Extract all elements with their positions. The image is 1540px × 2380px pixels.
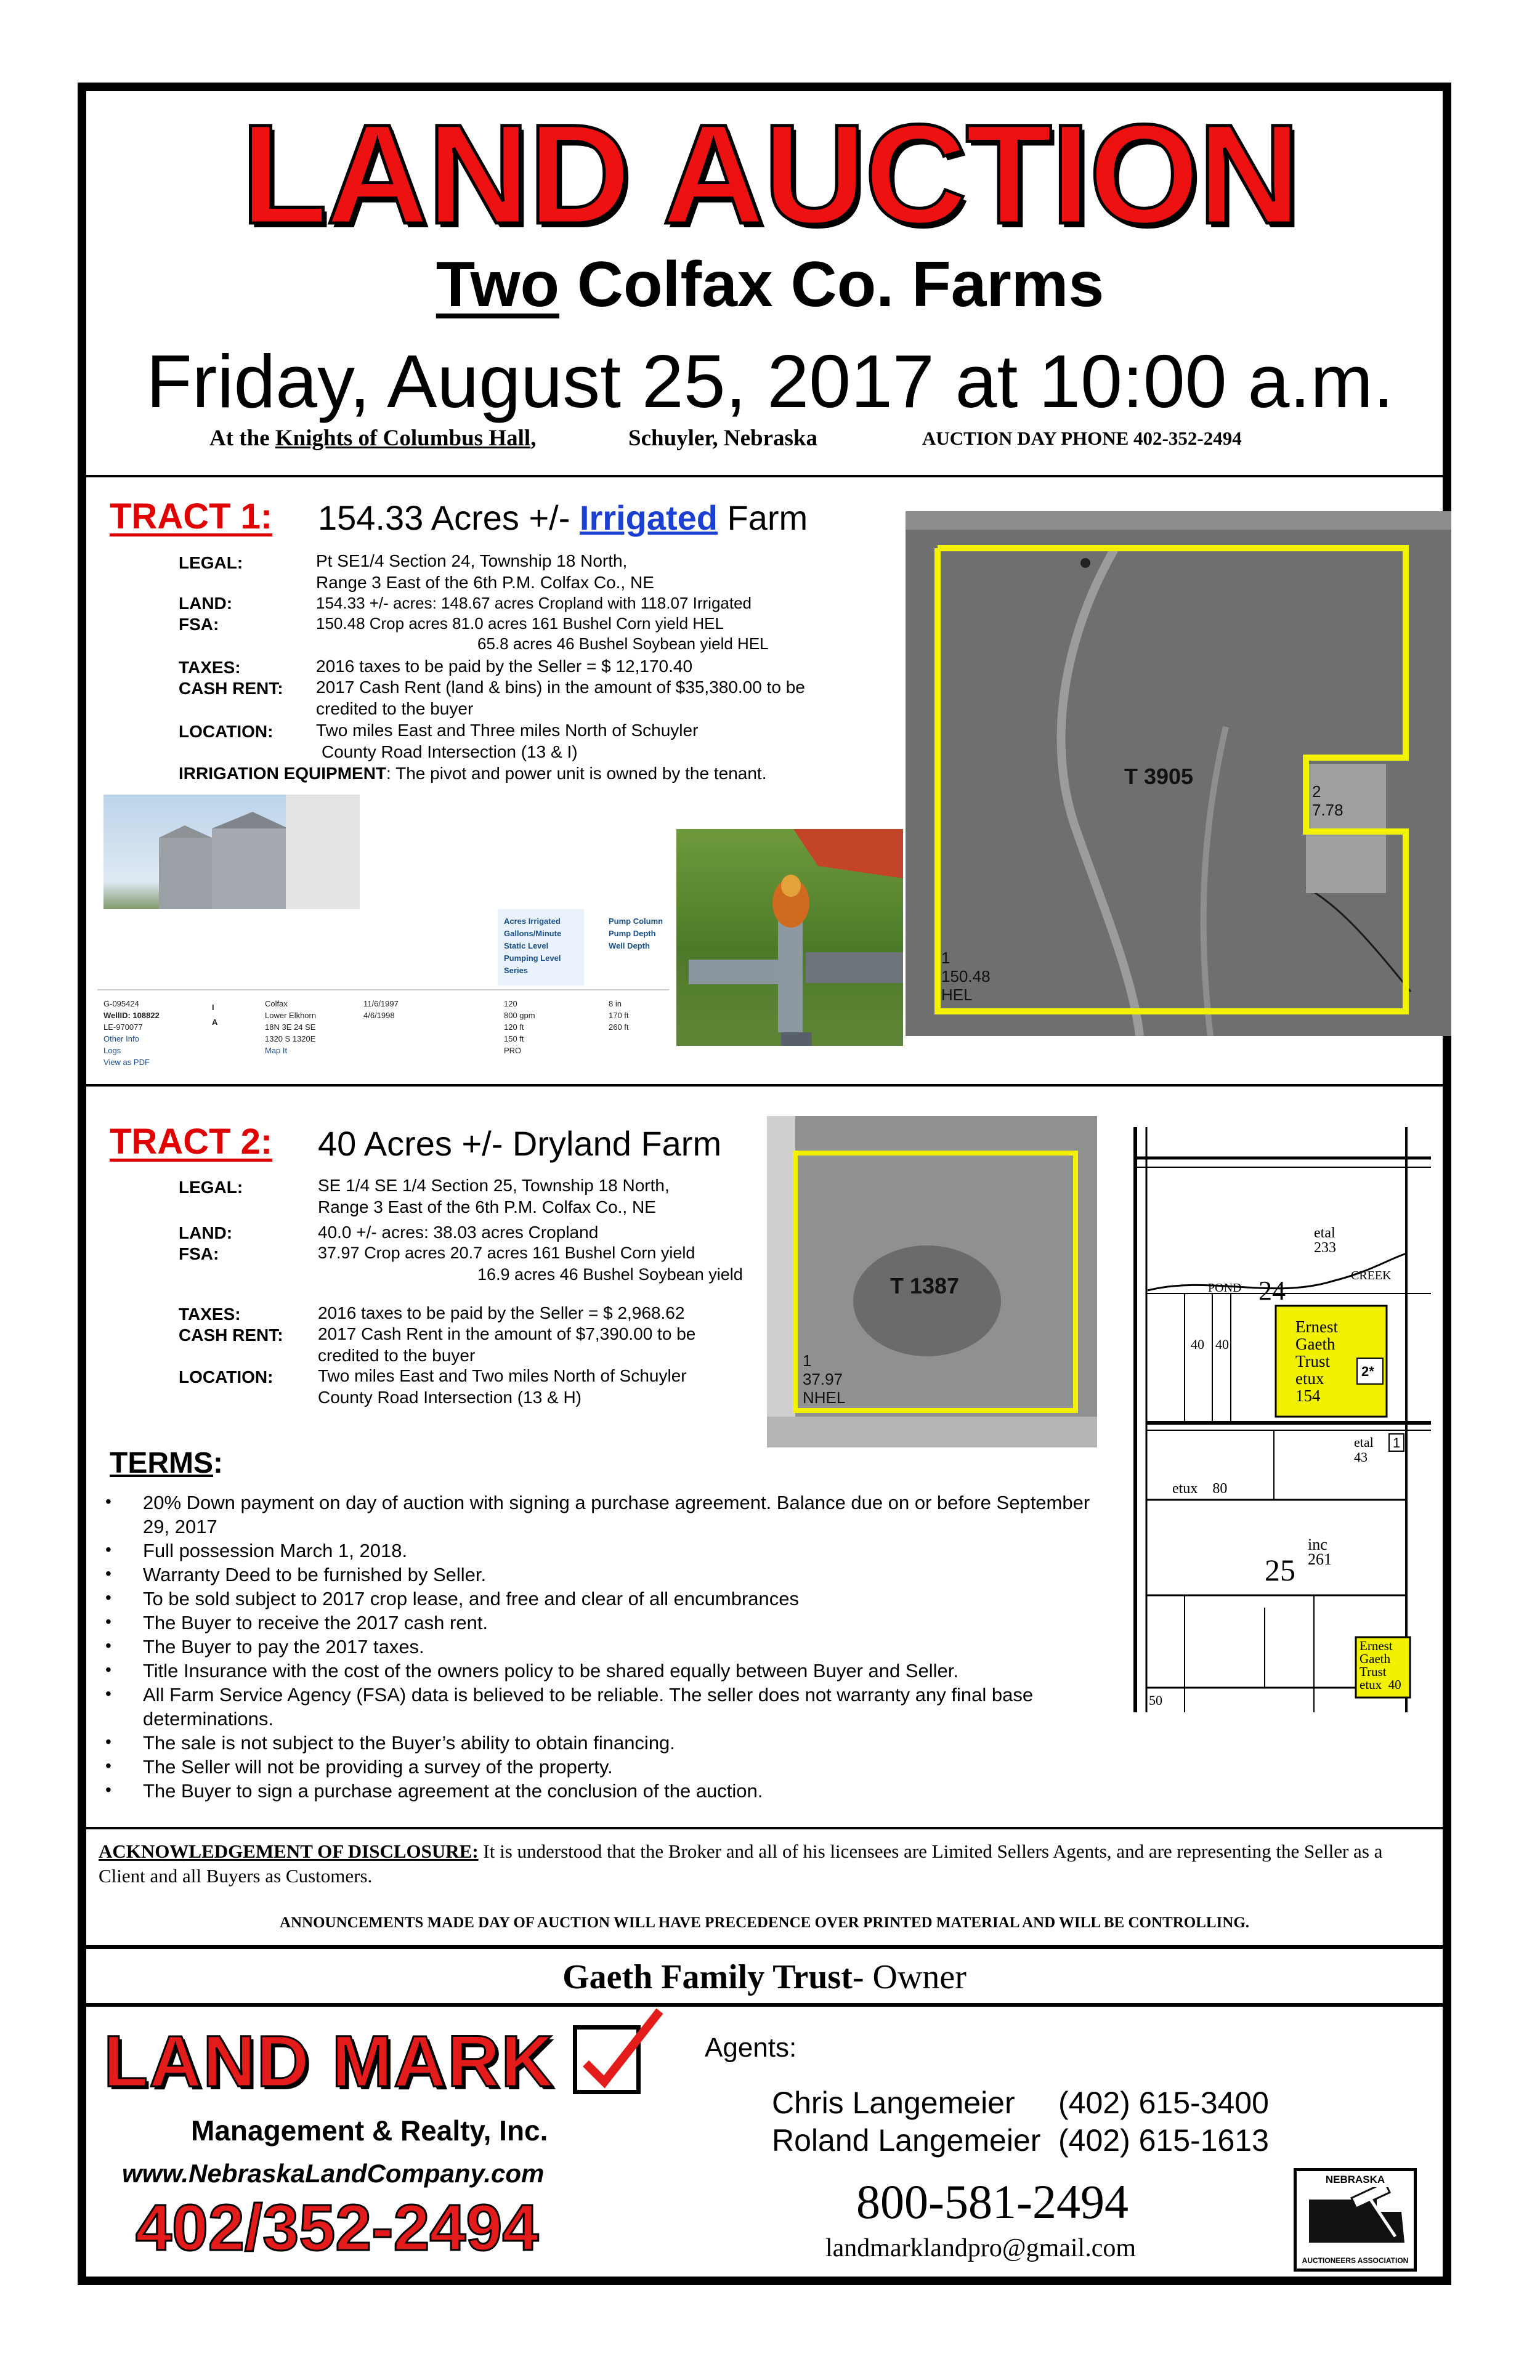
company-website[interactable]: www.NebraskaLandCompany.com [122, 2159, 545, 2188]
plat-parcel-40b: 40 [1215, 1337, 1229, 1352]
plat-ernest-gaeth-40: Ernest Gaeth Trust etux 40 [1360, 1638, 1401, 1692]
terms-divider [86, 1827, 1443, 1829]
tract1-field-label: T 3905 [1124, 764, 1194, 789]
tract1-description [318, 498, 808, 538]
agent-phone-1[interactable]: (402) 615-3400 [1058, 2086, 1269, 2120]
agent-phone-2[interactable]: (402) 615-1613 [1058, 2123, 1269, 2158]
announcement-notice: ANNOUNCEMENTS MADE DAY OF AUCTION WILL HAVE PRECEDENCE OVER PRINTED MATERIAL AND WILL BE CONTROLLING. [279, 1914, 1250, 1931]
terms-item-2: Full possession March 1, 2018. [143, 1540, 408, 1561]
disclosure-divider [86, 1945, 1443, 1949]
terms-list [99, 1491, 1109, 1811]
company-phone[interactable]: 402/352-2494 [136, 2192, 539, 2264]
tollfree-phone[interactable]: 800-581-2494 [856, 2175, 1129, 2228]
tract2-location-2: County Road Intersection (13 & H) [318, 1388, 582, 1407]
logo-mark: MARK [331, 2021, 555, 2102]
tract2-legal-1: SE 1/4 SE 1/4 Section 25, Township 18 North, [318, 1176, 670, 1195]
photo-strip [286, 795, 360, 912]
well-registration-table [97, 909, 669, 1073]
tract2-legal-label: LEGAL: [179, 1178, 243, 1197]
terms-item-7: Title Insurance with the cost of the owners policy to be shared equally between Buyer and Seller. [143, 1660, 958, 1682]
subtitle-rest: Colfax Co. Farms [559, 249, 1104, 320]
contact-email[interactable]: landmarklandpro@gmail.com [825, 2234, 1137, 2262]
tract1-desc-post: Farm [717, 498, 808, 537]
irrigation-label: IRRIGATION EQUIPMENT [179, 764, 387, 783]
tract2-land: 40.0 +/- acres: 38.03 acres Cropland [318, 1223, 599, 1242]
terms-item-5: The Buyer to receive the 2017 cash rent. [143, 1612, 488, 1633]
tract1-taxes-label: TAXES: [179, 658, 241, 677]
disclosure-text [99, 1839, 1429, 1888]
plat-inc-261: inc 261 [1308, 1536, 1332, 1568]
tract2-field1-label: 1 37.97 NHEL [803, 1351, 846, 1407]
irrigation-text: : The pivot and power unit is owned by the tenant. [386, 764, 767, 783]
nebraska-gavel-icon [1297, 2187, 1414, 2255]
plat-creek: CREEK [1351, 1269, 1392, 1282]
terms-bullet: • [105, 1636, 111, 1655]
tract1-land-label: LAND: [179, 594, 233, 613]
tract1-legal-1: Pt SE1/4 Section 24, Township 18 North, [316, 551, 628, 570]
tract2-location-label: LOCATION: [179, 1367, 274, 1386]
plat-section-24: 24 [1258, 1276, 1286, 1306]
owner-name: Gaeth Family Trust [562, 1958, 853, 1996]
terms-item-4: To be sold subject to 2017 crop lease, and free and clear of all encumbrances [143, 1588, 799, 1609]
tract1-rent-2: credited to the buyer [316, 699, 474, 718]
terms-bullet: • [105, 1588, 111, 1607]
tract1-location-2: County Road Intersection (13 & I) [322, 742, 578, 761]
plat-parcel-50: 50 [1149, 1693, 1162, 1708]
terms-item-6: The Buyer to pay the 2017 taxes. [143, 1636, 424, 1658]
plat-section-25: 25 [1265, 1553, 1295, 1587]
company-name: Management & Realty, Inc. [191, 2115, 548, 2147]
owner-suffix: - Owner [852, 1958, 967, 1996]
terms-item-10: The Seller will not be providing a survey of the property. [143, 1756, 613, 1778]
agent-name-2: Roland Langemeier [772, 2123, 1041, 2158]
tract2-rent-2: credited to the buyer [318, 1346, 476, 1365]
tract2-taxes-label: TAXES: [179, 1305, 241, 1324]
terms-bullet: • [105, 1660, 111, 1679]
venue-line [209, 425, 536, 451]
tract2-heading: TRACT 2: [110, 1122, 273, 1162]
irrigated-link[interactable]: Irrigated [579, 498, 718, 537]
terms-colon: : [213, 1447, 223, 1479]
venue-prefix: At the [209, 426, 275, 451]
venue-name: Knights of Columbus Hall [275, 426, 531, 451]
well-acres-cell: 120 800 gpm 120 ft 150 ft PRO [504, 999, 535, 1055]
tract2-legal-2: Range 3 East of the 6th P.M. Colfax Co., NE [318, 1197, 656, 1216]
plat-parcel-2: 2* [1361, 1364, 1374, 1379]
plat-etal-233: etal 233 [1314, 1225, 1336, 1256]
subtitle-two: Two [436, 249, 560, 320]
plat-ernest-gaeth-154: Ernest Gaeth Trust etux 154 [1295, 1318, 1338, 1405]
tract2-rent-1: 2017 Cash Rent in the amount of $7,390.00 to be [318, 1324, 696, 1343]
tract1-irrigation [179, 763, 766, 784]
checkbox-logo-icon [573, 2025, 641, 2094]
tract1-desc-pre: 154.33 Acres +/- [318, 498, 580, 537]
tract2-fsa-2: 16.9 acres 46 Bushel Soybean yield [477, 1265, 743, 1284]
tract2-location-1: Two miles East and Two miles North of Schuyler [318, 1366, 687, 1385]
tract2-land-label: LAND: [179, 1223, 233, 1242]
pump-photo [676, 829, 903, 1046]
terms-item-3: Warranty Deed to be furnished by Seller. [143, 1564, 487, 1585]
header-divider [86, 475, 1443, 477]
terms-heading [110, 1446, 223, 1480]
well-header-pump: Pump Column Pump Depth Well Depth [609, 917, 663, 950]
tract1-heading: TRACT 1: [110, 496, 273, 536]
owner-line [86, 1957, 1443, 1997]
terms-bullet: • [105, 1612, 111, 1631]
tract-divider [86, 1084, 1443, 1087]
tract1-location-1: Two miles East and Three miles North of Schuyler [316, 721, 699, 740]
terms-item-1: 20% Down payment on day of auction with signing a purchase agreement. Balance due on or before September 29, 2017 [143, 1492, 1090, 1537]
tract2-fsa-1: 37.97 Crop acres 20.7 acres 161 Bushel Corn yield [318, 1244, 695, 1262]
tract1-legal-2: Range 3 East of the 6th P.M. Colfax Co., NE [316, 573, 654, 592]
terms-bullet: • [105, 1684, 111, 1703]
agent-name-1: Chris Langemeier [772, 2086, 1015, 2120]
well-date-cell: 11/6/1997 4/6/1998 [363, 999, 399, 1020]
tract2-field-label: T 1387 [890, 1273, 960, 1298]
auctioneers-association-logo [1294, 2168, 1417, 2272]
terms-bullet: • [105, 1564, 111, 1583]
terms-bullet: • [105, 1540, 111, 1559]
tract1-field2-label: 2 7.78 [1312, 782, 1343, 819]
terms-item-11: The Buyer to sign a purchase agreement at the conclusion of the auction. [143, 1780, 763, 1802]
disclosure-label: ACKNOWLEDGEMENT OF DISCLOSURE: [99, 1840, 479, 1862]
tract2-aerial-map [767, 1116, 1097, 1447]
venue-city: Schuyler, Nebraska [628, 426, 818, 451]
terms-heading-text: TERMS [110, 1447, 213, 1479]
auction-date: Friday, August 25, 2017 at 10:00 a.m. [146, 339, 1394, 423]
owner-divider [86, 2003, 1443, 2007]
tract1-rent-label: CASH RENT: [179, 679, 283, 698]
logo-land: LAND [103, 2021, 310, 2102]
tract1-rent-1: 2017 Cash Rent (land & bins) in the amount of $35,380.00 to be [316, 678, 805, 697]
tract1-aerial-map [906, 511, 1451, 1036]
tract1-location-label: LOCATION: [179, 722, 274, 741]
plat-etux-80: etux 80 [1172, 1481, 1228, 1497]
well-header-acres: Acres Irrigated Gallons/Minute Static Level Pumping Level Series [504, 917, 562, 975]
agents-label: Agents: [705, 2033, 797, 2063]
disclosure-body: It is understood that the Broker and all of his licensees are Limited Sellers Agents, and are representing the Seller as a Client and all Buyers as Customers. [99, 1840, 1383, 1887]
well-location-cell: Colfax Lower Elkhorn 18N 3E 24 SE 1320 S 1320E Map It [265, 999, 317, 1055]
well-pump-cell: 8 in 170 ft 260 ft [609, 999, 629, 1032]
terms-bullet: • [105, 1732, 111, 1751]
well-id-cell: G-095424 WellID: 108822 LE-970077 Other Info Logs View as PDF [103, 999, 160, 1067]
farms-subtitle [0, 249, 1540, 320]
tract2-rent-label: CASH RENT: [179, 1326, 283, 1345]
association-top: NEBRASKA [1325, 2174, 1385, 2185]
landmark-logo [103, 2021, 555, 2102]
tract1-fsa-2: 65.8 acres 46 Bushel Soybean yield HEL [477, 634, 769, 653]
page-title: LAND AUCTION [241, 95, 1299, 253]
venue-comma: , [530, 426, 537, 451]
well-row-divider [97, 989, 669, 990]
plat-parcel-1: 1 [1393, 1435, 1401, 1451]
plat-parcel-40a: 40 [1191, 1337, 1204, 1352]
well-status-cell: I A [212, 1003, 218, 1027]
tract1-fsa-label: FSA: [179, 615, 219, 634]
terms-bullet: • [105, 1492, 111, 1511]
plat-map [1111, 1127, 1431, 1712]
tract2-description: 40 Acres +/- Dryland Farm [318, 1124, 722, 1163]
terms-bullet: • [105, 1756, 111, 1775]
tract2-taxes: 2016 taxes to be paid by the Seller = $ 2,968.62 [318, 1303, 685, 1322]
terms-bullet: • [105, 1780, 111, 1799]
tract1-taxes: 2016 taxes to be paid by the Seller = $ 12,170.40 [316, 657, 693, 676]
tract2-fsa-label: FSA: [179, 1244, 219, 1263]
tract1-fsa-1: 150.48 Crop acres 81.0 acres 161 Bushel Corn yield HEL [316, 614, 724, 633]
terms-item-9: The sale is not subject to the Buyer’s ability to obtain financing. [143, 1732, 675, 1754]
tract1-legal-label: LEGAL: [179, 553, 243, 572]
terms-item-8: All Farm Service Agency (FSA) data is believed to be reliable. The seller does not warranty any final base determinations. [143, 1684, 1034, 1730]
tract1-field1-label: 1 150.48 HEL [941, 949, 991, 1004]
plat-pond: POND [1208, 1281, 1242, 1295]
tract1-land: 154.33 +/- acres: 148.67 acres Cropland with 118.07 Irrigated [316, 594, 752, 612]
plat-etal-43: etal 43 [1354, 1435, 1374, 1465]
auction-phone: AUCTION DAY PHONE 402-352-2494 [922, 427, 1242, 449]
association-bottom: AUCTIONEERS ASSOCIATION [1302, 2256, 1409, 2265]
